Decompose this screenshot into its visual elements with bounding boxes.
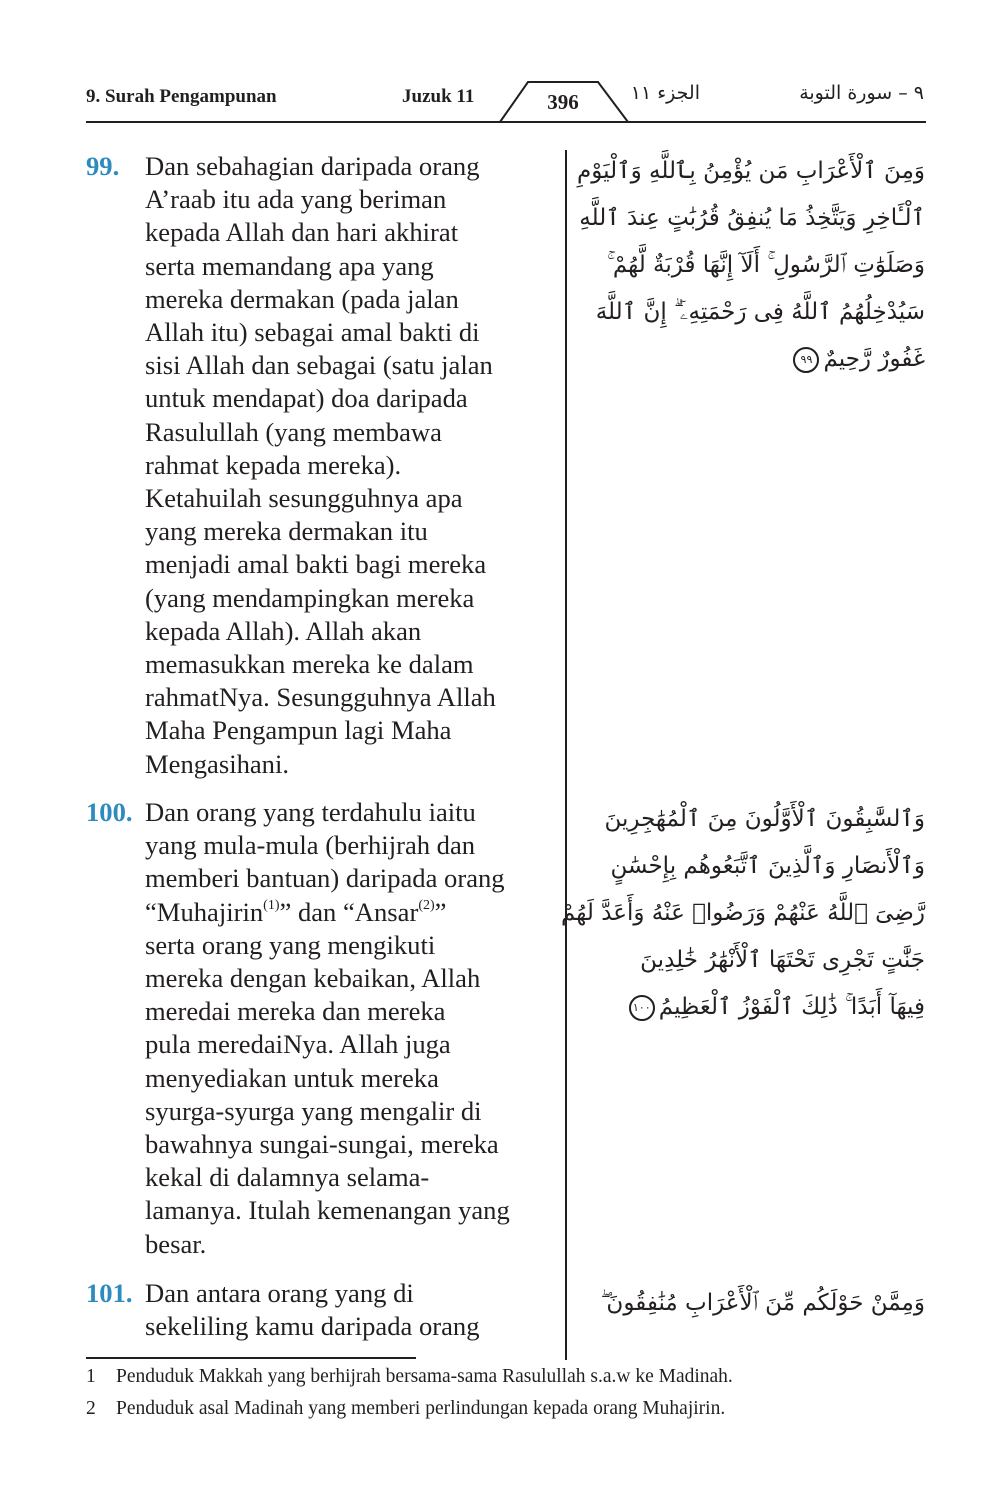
page-number: 396 [547, 90, 579, 114]
verse-line: Mengasihani. [145, 748, 290, 779]
verse-line: yang mula-mula (berhijrah dan [145, 830, 476, 861]
verse-101-translation [86, 1277, 558, 1343]
footnote-ref-2: (2) [418, 897, 435, 913]
arabic-line-text: فِيهَآ أَبَدًا ۚ ذَٰلِكَ ٱلْفَوْزُ ٱلْعَظِيمُ [658, 994, 925, 1020]
arabic-line: رَّضِىَ ٱللَّهُ عَنْهُمْ وَرَضُوا۟ عَنْهُ وَأَعَدَّ لَهُمْ [560, 900, 925, 926]
juz-label-arabic: الجزء ١١ [630, 82, 700, 104]
header-rule [0, 0, 1000, 130]
verse-line: untuk mendapat) doa daripada [145, 383, 468, 414]
verse-line: memasukkan mereka ke dalam [145, 649, 474, 680]
verse-100-arabic [560, 796, 925, 1031]
verse-line: Ketahuilah sesungguhnya apa [145, 483, 463, 514]
verse-line: serta orang yang mengikuti [145, 929, 436, 960]
verse-line: syurga-syurga yang mengalir di [145, 1095, 482, 1126]
verse-number: 101. [86, 1278, 133, 1308]
arabic-line: ٱلْـَٔاخِرِ وَيَتَّخِذُ مَا يُنفِقُ قُرُبَٰتٍ عِندَ ٱللَّهِ [579, 205, 925, 231]
footnote-2 [86, 1398, 725, 1420]
verse-line: menyediakan untuk mereka [145, 1062, 439, 1093]
arabic-line-text: غَفُورٌ رَّحِيمٌ [823, 346, 925, 372]
verse-line: Dan antara orang yang di [145, 1278, 414, 1308]
surah-name-malay: 9. Surah Pengampunan [86, 86, 277, 107]
arabic-line: وَصَلَوَٰتِ ٱلرَّسُولِ ۚ أَلَآ إِنَّهَا قُرْبَةٌ لَّهُمْ ۚ [607, 252, 925, 278]
verse-line: A’raab itu ada yang beriman [145, 184, 447, 215]
verse-line: menjadi amal bakti bagi mereka [145, 549, 487, 580]
ayah-end-marker: ١٠٠ [629, 995, 655, 1021]
arabic-line: وَٱلْأَنصَارِ وَٱلَّذِينَ ٱتَّبَعُوهُم بِإِحْسَٰنٍ [610, 853, 925, 879]
footnote-text: Penduduk Makkah yang berhijrah bersama-sama Rasulullah s.a.w ke Madinah. [116, 1366, 733, 1387]
verse-line: lamanya. Itulah kemenangan yang [145, 1195, 510, 1226]
verse-line: Rasulullah (yang membawa [145, 416, 442, 447]
verse-line: meredai mereka dan mereka [145, 996, 446, 1027]
verse-100-translation [86, 796, 558, 1261]
arabic-line [595, 336, 925, 383]
verse-line: serta memandang apa yang [145, 250, 434, 281]
verse-line: yang mereka dermakan itu [145, 516, 428, 547]
verse-line-part: “Muhajirin [145, 896, 264, 927]
verse-99-translation [86, 150, 558, 781]
verse-line: besar. [145, 1228, 207, 1259]
arabic-line: سَيُدْخِلُهُمُ ٱللَّهُ فِى رَحْمَتِهِۦٓ ۗ إِنَّ ٱللَّهَ [595, 299, 925, 325]
verse-line: kekal di dalamnya selama- [145, 1162, 430, 1193]
verse-101-arabic [595, 1280, 925, 1327]
verse-line: sekeliling kamu daripada orang [145, 1311, 480, 1342]
verse-line-with-footnotes [145, 896, 558, 929]
verse-line: sisi Allah dan sebagai (satu jalan [145, 350, 493, 381]
verse-line: Dan sebahagian daripada orang [145, 151, 480, 181]
verse-line: memberi bantuan) daripada orang [145, 863, 505, 894]
page-header [0, 0, 1000, 130]
footnote-1 [86, 1366, 733, 1388]
verse-line: mereka dermakan (pada jalan [145, 283, 459, 314]
verse-line: Allah itu) sebagai amal bakti di [145, 317, 480, 348]
column-divider [565, 150, 567, 1360]
verse-number: 99. [86, 151, 120, 181]
verse-line: Dan orang yang terdahulu iaitu [145, 797, 476, 827]
arabic-line: وَمِنَ ٱلْأَعْرَابِ مَن يُؤْمِنُ بِٱللَّهِ وَٱلْيَوْمِ [577, 158, 925, 184]
verse-line: rahmatNya. Sesungguhnya Allah [145, 682, 496, 713]
verse-line: kepada Allah dan hari akhirat [145, 217, 459, 248]
verse-line-part: ” dan “Ansar [279, 896, 419, 927]
footnote-rule [86, 1357, 416, 1359]
verse-99-arabic [577, 148, 925, 383]
ayah-end-marker: ٩٩ [793, 347, 819, 373]
verse-line-part: ” [434, 896, 447, 927]
footnote-ref-1: (1) [263, 897, 280, 913]
footnote-text: Penduduk asal Madinah yang memberi perlindungan kepada orang Muhajirin. [116, 1398, 726, 1419]
verse-line: kepada Allah). Allah akan [145, 615, 422, 646]
verse-text [145, 796, 558, 1261]
verse-line: (yang mendampingkan mereka [145, 582, 475, 613]
verse-line: Maha Pengampun lagi Maha [145, 715, 452, 746]
arabic-line: جَنَّٰتٍ تَجْرِى تَحْتَهَا ٱلْأَنْهَٰرُ خَٰلِدِينَ [640, 947, 925, 973]
footnote-number: 2 [86, 1398, 96, 1419]
surah-name-arabic: ٩ – سورة التوبة [799, 82, 924, 104]
footnote-number: 1 [86, 1366, 96, 1387]
verse-line: mereka dengan kebaikan, Allah [145, 963, 481, 994]
verse-line: rahmat kepada mereka). [145, 449, 402, 480]
arabic-line: وَٱلسَّٰبِقُونَ ٱلْأَوَّلُونَ مِنَ ٱلْمُهَٰجِرِينَ [604, 806, 925, 832]
juzuk-label: Juzuk 11 [402, 86, 475, 107]
verse-line: pula meredaiNya. Allah juga [145, 1029, 451, 1060]
verse-line: bawahnya sungai-sungai, mereka [145, 1129, 499, 1160]
arabic-line [595, 984, 925, 1031]
verse-number: 100. [86, 797, 133, 827]
verse-text [145, 1277, 558, 1343]
verse-text [145, 150, 558, 781]
arabic-line: وَمِمَّنْ حَوْلَكُم مِّنَ ٱلْأَعْرَابِ مُنَٰفِقُونَ ۖ [600, 1290, 925, 1316]
